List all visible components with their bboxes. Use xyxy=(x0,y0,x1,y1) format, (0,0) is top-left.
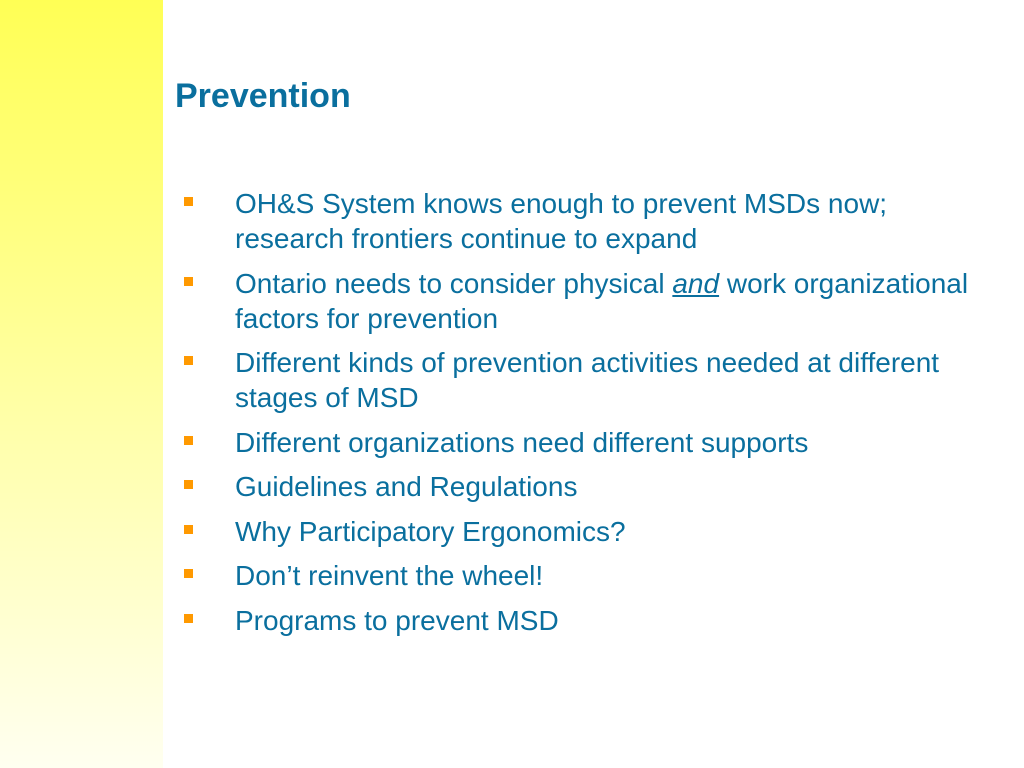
bullet-text-after: work organizational factors for prevention xyxy=(235,267,969,334)
bullet-text: Why Participatory Ergonomics? xyxy=(235,515,626,547)
square-bullet-icon xyxy=(184,436,193,445)
bullet-item xyxy=(184,266,984,336)
square-bullet-icon xyxy=(184,569,193,578)
bullet-item xyxy=(184,186,984,256)
bullet-text: Guidelines and Regulations xyxy=(235,471,578,502)
bullet-item xyxy=(184,514,984,549)
square-bullet-icon xyxy=(184,197,193,206)
bullet-item xyxy=(184,469,984,504)
bullet-text: Programs to prevent MSD xyxy=(235,604,559,636)
bullet-emphasis: and xyxy=(672,267,720,299)
bullet-text: Don’t reinvent the wheel! xyxy=(235,560,544,591)
square-bullet-icon xyxy=(184,356,193,365)
bullet-item xyxy=(184,558,984,593)
bullet-item xyxy=(184,603,984,638)
slide-title: Prevention xyxy=(175,77,351,115)
bullet-item xyxy=(184,345,984,415)
square-bullet-icon xyxy=(184,480,193,489)
bullet-list xyxy=(184,186,984,647)
side-decoration-band xyxy=(0,0,163,768)
square-bullet-icon xyxy=(184,277,193,286)
bullet-text: Different kinds of prevention activities needed at different stages of MSD xyxy=(235,347,940,413)
square-bullet-icon xyxy=(184,614,193,623)
bullet-text: Different organizations need different supports xyxy=(235,426,809,458)
bullet-text: OH&S System knows enough to prevent MSDs now; research frontiers continue to expand xyxy=(235,188,888,254)
bullet-text-before: Ontario needs to consider physical xyxy=(235,267,673,299)
square-bullet-icon xyxy=(184,525,193,534)
bullet-item xyxy=(184,425,984,460)
